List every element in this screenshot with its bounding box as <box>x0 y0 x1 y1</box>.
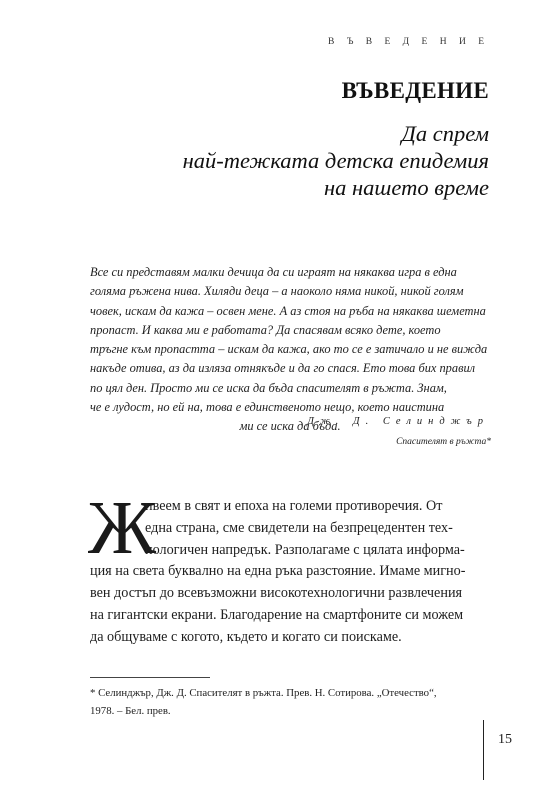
dropcap-letter: Ж <box>88 486 157 570</box>
footnote-line: 1978. – Бел. прев. <box>90 705 171 717</box>
epigraph-source: Спасителят в ръжта* <box>396 437 491 447</box>
page-number-divider <box>483 720 484 780</box>
epigraph-line: ми се иска да бъда. <box>239 419 341 434</box>
footnote-divider <box>90 677 210 678</box>
body-line: да общуваме с когото, където и когато си поискаме. <box>90 628 402 645</box>
epigraph-line: човек, искам да кажа – освен мене. А аз стоя на ръба на някаква шеметна <box>90 303 486 318</box>
epigraph <box>90 263 490 437</box>
epigraph-line: голяма ръжена нива. Хиляди деца – а наоколо няма никой, никой голям <box>90 284 464 299</box>
body-line: ция на света буквално на една ръка разстояние. Имаме мигно- <box>90 563 466 580</box>
body-line: вен достъп до всевъзможни високотехнологични развлечения <box>90 585 463 602</box>
epigraph-line: Все си представям малки дечица да си играят на някаква игра в една <box>90 265 457 279</box>
chapter-title: ВЪВЕДЕНИЕ <box>341 78 489 103</box>
epigraph-line: накъде отива, аз да изляза отнякъде и да го спася. Ето това бих правил <box>90 361 476 376</box>
epigraph-author: Дж. Д. Селинджър <box>307 416 489 427</box>
footnote-line: * Селинджър, Дж. Д. Спасителят в ръжта. Прев. Н. Сотирова. „Отечество“, <box>90 687 437 699</box>
body-line: нологичен напредък. Разполагаме с цялата информа- <box>145 541 465 558</box>
epigraph-line: че е лудост, но ей на, това е единственото нещо, което наистина <box>90 400 445 415</box>
footnote <box>90 684 500 720</box>
chapter-subtitle <box>129 120 489 201</box>
epigraph-line: по цял ден. Просто ми се иска да бъда спасителят в ръжта. Знам, <box>90 380 447 395</box>
subtitle-line: на нашето време <box>323 175 489 200</box>
body-line: ивеем в свят и епоха на големи противоречия. От <box>145 498 443 514</box>
epigraph-line: пропаст. И каква ми е работата? Да спасявам всяко дете, което <box>90 322 441 337</box>
subtitle-line: Да спрем <box>401 121 489 146</box>
epigraph-line: тръгне към пропастта – искам да кажа, ако то се е затичало и не вижда <box>90 342 488 357</box>
running-head: В Ъ В Е Д Е Н И Е <box>328 37 489 47</box>
body-line: на гигантски екрани. Благодарение на смартфоните си можем <box>90 606 464 623</box>
subtitle-line: най-тежката детска епидемия <box>182 148 489 173</box>
body-paragraph <box>88 486 490 649</box>
page-number: 15 <box>498 732 512 747</box>
body-line: една страна, сме свидетели на безпрецедентен тех- <box>145 519 453 536</box>
